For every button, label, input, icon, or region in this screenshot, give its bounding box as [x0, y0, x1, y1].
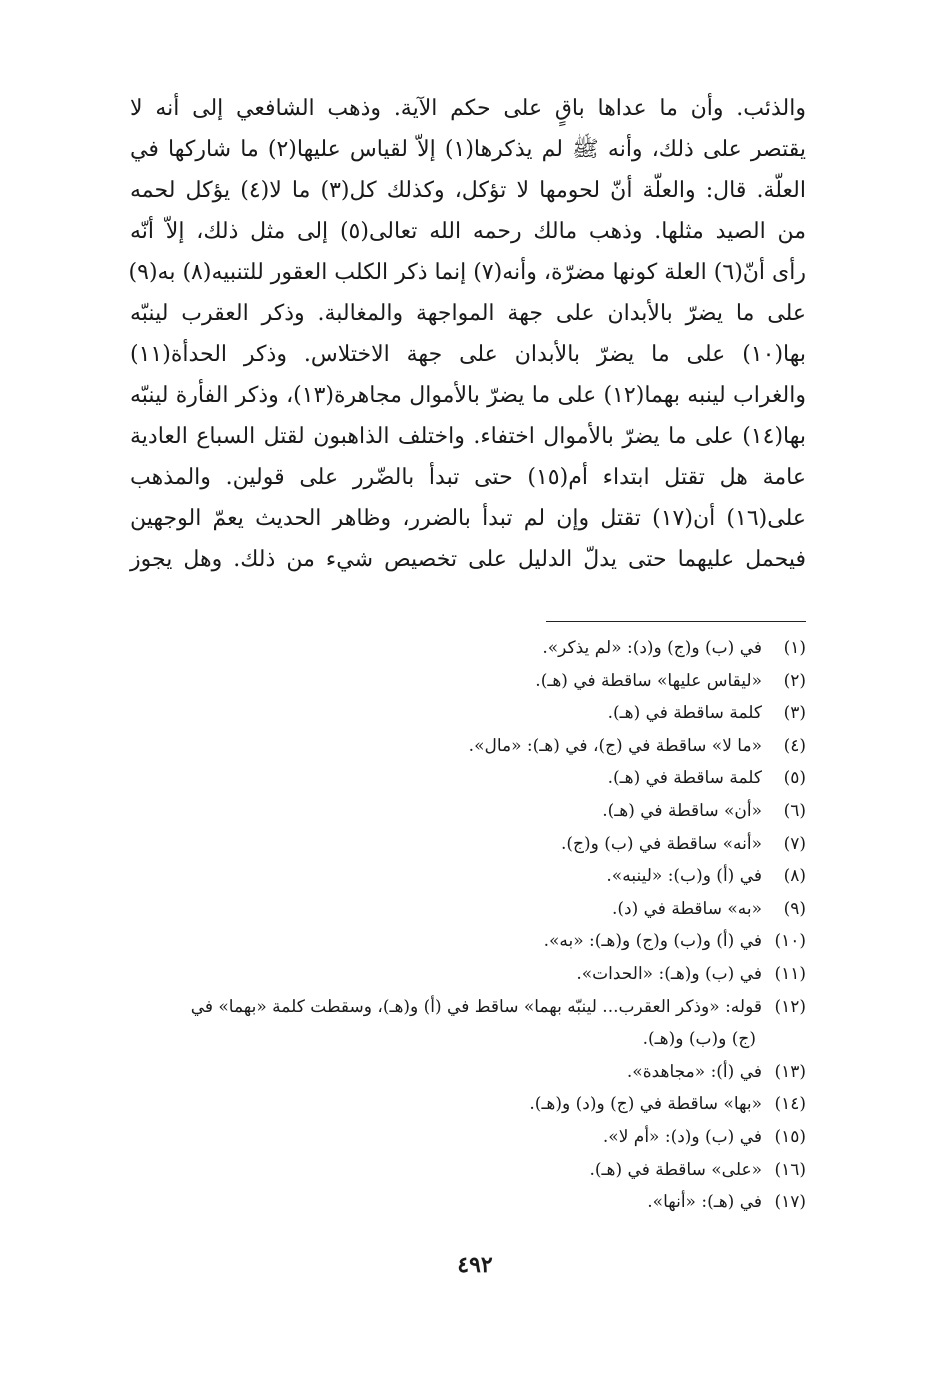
footnote-text: «أن» ساقطة في (هـ).: [602, 800, 762, 821]
footnotes: [60, 632, 806, 1219]
text-line: عامة هل تقتل ابتداء أم(١٥) حتى تبدأ بالضّرر على قولين. والمذهب: [130, 465, 806, 490]
footnote-number: (١٧): [774, 1192, 806, 1213]
footnote: [60, 1154, 806, 1187]
footnote: [60, 991, 806, 1056]
main-text: [130, 88, 806, 580]
footnote-text: في (أ) و(ب) و(ج) و(هـ): «به».: [543, 931, 762, 952]
footnote: [60, 828, 806, 861]
footnote-text: في (ب) و(د): «أم لا».: [602, 1126, 762, 1147]
footnote: [60, 665, 806, 698]
footnote-text: «بها» ساقطة في (ج) و(د) و(هـ).: [529, 1094, 762, 1115]
text-line: والغراب لينبه بهما(١٢) على ما يضرّ بالأموال مجاهرة(١٣)، وذكر الفأرة لينبّه: [130, 383, 806, 408]
text-line: والذئب. وأن ما عداها باقٍ على حكم الآية. وذهب الشافعي إلى أنه لا: [130, 96, 806, 121]
footnote-number: (٢): [783, 670, 806, 691]
footnote-separator: [546, 621, 806, 622]
footnote-text: في (ب) و(ج) و(د): «لم يذكر».: [542, 638, 762, 658]
footnote: [60, 762, 806, 795]
footnote-text: «به» ساقطة في (د).: [611, 898, 762, 919]
footnote-text: قوله: «وذكر العقرب... لينبّه بهما» ساقط في (أ) و(هـ)، وسقطت كلمة «بهما» في: [190, 996, 762, 1017]
footnote-number: (٧): [783, 833, 806, 854]
footnote-number: (١٥): [774, 1126, 806, 1147]
footnote: [60, 1186, 806, 1219]
footnote: [60, 893, 806, 926]
footnote-number: (٦): [783, 800, 806, 821]
text-line: يقتصر على ذلك، وأنه ﷺ لم يذكرها(١) إلاّ لقياس عليها(٢) ما شاركها في: [130, 137, 807, 162]
footnote-number: (٥): [783, 768, 806, 789]
footnote-number: (١٦): [774, 1159, 806, 1180]
footnote: [60, 730, 806, 763]
text-line: على ما يضرّ بالأبدان على جهة المواجهة والمغالبة. وذكر العقرب لينبّه: [130, 301, 806, 326]
footnote: [60, 1088, 806, 1121]
text-line: من الصيد مثلها. وذهب مالك رحمه الله تعالى(٥) إلى مثل ذلك، إلاّ أنّه: [130, 219, 806, 244]
footnote-text: «ليقاس عليها» ساقطة في (هـ).: [535, 670, 762, 691]
footnote-number: (١٣): [774, 1061, 806, 1082]
footnote-text: في (هـ): «أنها».: [647, 1192, 762, 1213]
text-line: بها(١٠) على ما يضرّ بالأبدان على جهة الاختلاس. وذكر الحدأة(١١): [130, 342, 806, 367]
footnote-number: (١): [783, 638, 806, 658]
text-line: بها(١٤) على ما يضرّ بالأموال اختفاء. واختلف الذاهبون لقتل السباع العادية: [130, 424, 806, 449]
footnote-number: (٤): [783, 735, 806, 756]
footnote: [60, 795, 806, 828]
text-line: فيحمل عليهما حتى يدلّ الدليل على تخصيص شيء من ذلك. وهل يجوز: [130, 547, 806, 572]
footnote-text: في (ب) و(هـ): «الحدات».: [576, 963, 762, 984]
footnote-text: كلمة ساقطة في (هـ).: [607, 768, 762, 789]
footnote-text: في (أ) و(ب): «لينبه».: [606, 866, 762, 887]
footnote-number: (١١): [774, 963, 806, 984]
footnote-text: كلمة ساقطة في (هـ).: [607, 703, 762, 724]
text-line: العلّة. قال: والعلّة أنّ لحومها لا تؤكل، وكذلك كل(٣) ما لا(٤) يؤكل لحمه: [130, 178, 806, 203]
footnote: [60, 1056, 806, 1089]
footnote: [60, 697, 806, 730]
footnote-text: «ما لا» ساقطة في (ج)، في (هـ): «مال».: [468, 735, 762, 756]
footnote-number: (٣): [783, 703, 806, 724]
page-number: ٤٩٢: [457, 1252, 493, 1278]
footnote: [60, 632, 806, 665]
footnote: [60, 1121, 806, 1154]
text-line: على(١٦) أن(١٧) تقتل وإن لم تبدأ بالضرر، وظاهر الحديث يعمّ الوجهين: [130, 506, 806, 531]
footnote: [60, 860, 806, 893]
footnote-text: في (أ): «مجاهدة».: [626, 1061, 762, 1082]
footnote-number: (١٢): [774, 996, 806, 1017]
footnote-number: (٨): [783, 866, 806, 887]
footnote: [60, 925, 806, 958]
footnote-text: «أنه» ساقطة في (ب) و(ج).: [560, 833, 762, 854]
footnote-continuation: (ج) و(ب) و(هـ).: [642, 1029, 756, 1050]
footnote-number: (٩): [783, 898, 806, 919]
text-line: رأى أنّ(٦) العلة كونها مضرّة، وأنه(٧) إنما ذكر الكلب العقور للتنبيه(٨) به(٩): [128, 260, 806, 285]
footnote-number: (١٤): [774, 1094, 806, 1115]
footnote-text: «على» ساقطة في (هـ).: [589, 1159, 762, 1180]
footnote-number: (١٠): [774, 931, 806, 952]
footnote: [60, 958, 806, 991]
